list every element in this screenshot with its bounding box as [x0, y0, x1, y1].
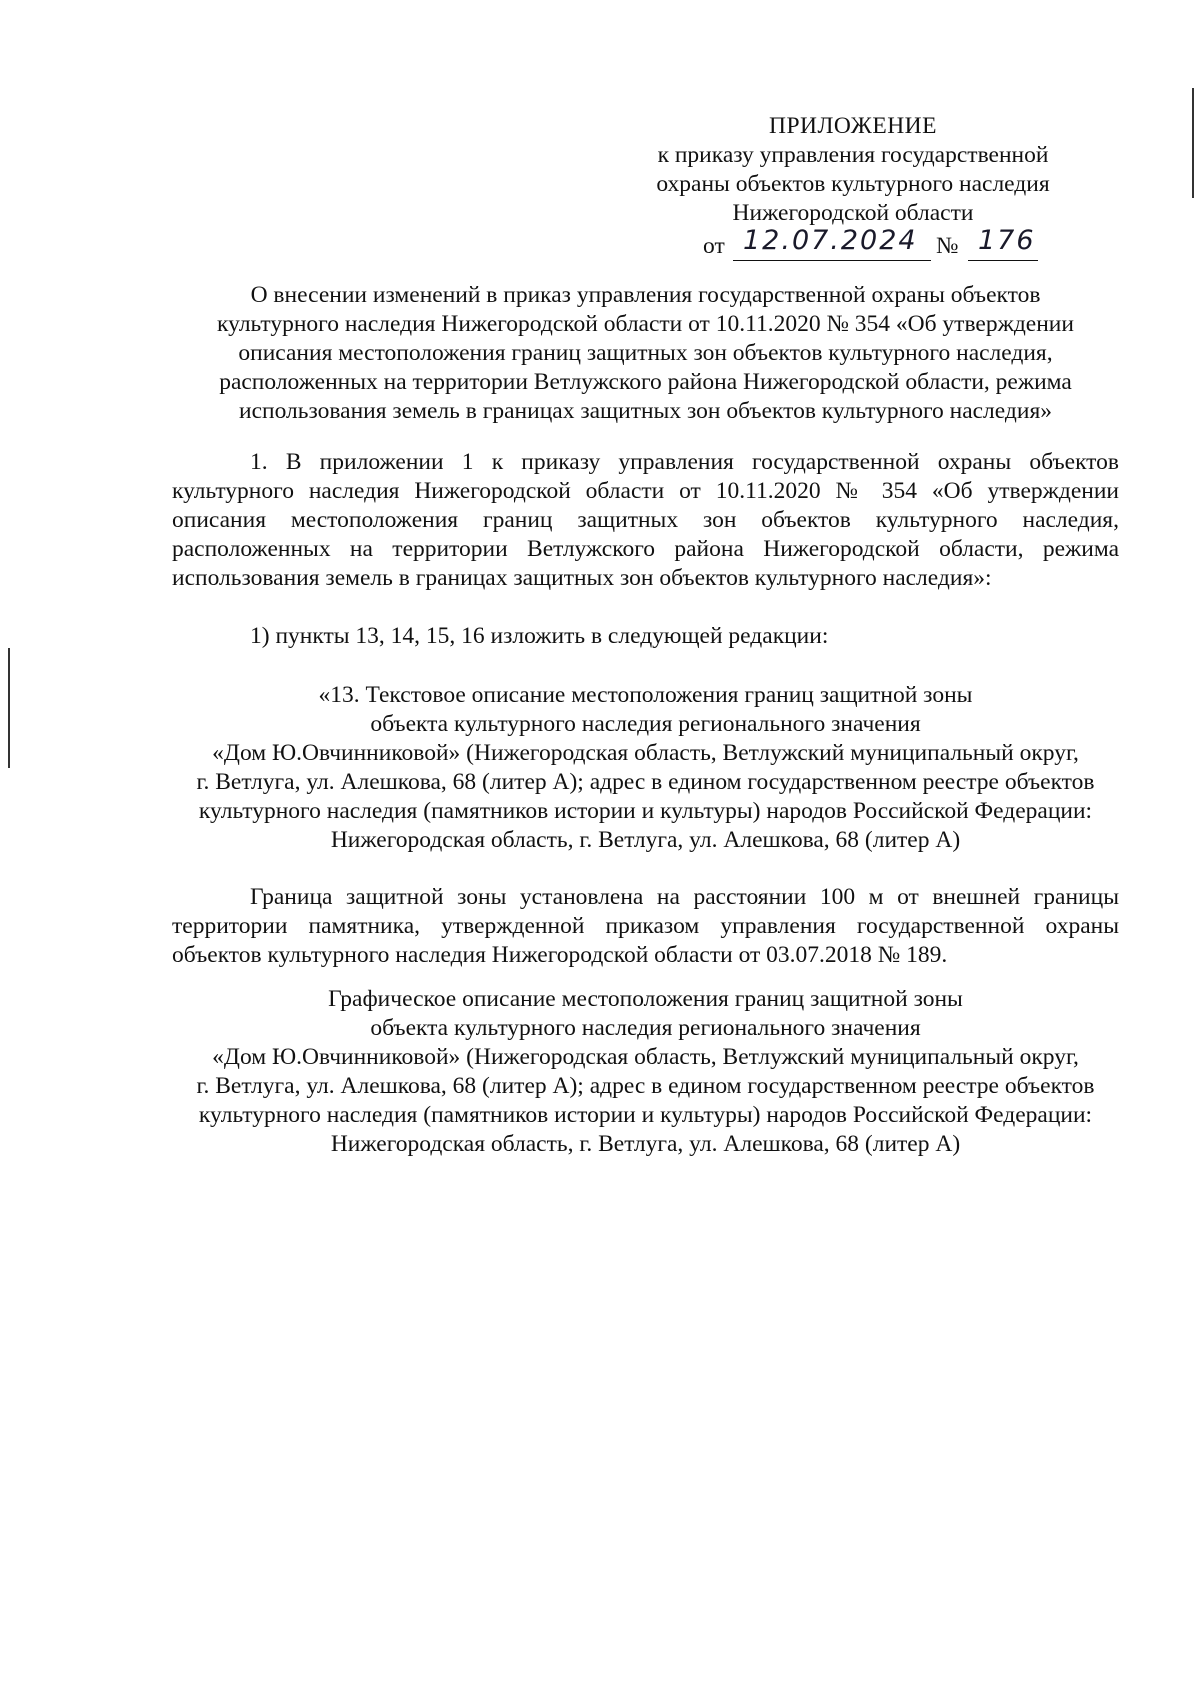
appendix-line: охраны объектов культурного наследия [656, 171, 1050, 197]
date-number-line [633, 225, 1073, 266]
appendix-line: Нижегородской области [732, 200, 974, 226]
appendix-header [633, 112, 1073, 266]
section-line: культурного наследия (памятников истории и культуры) народов Российской Федерации: [198, 798, 1093, 824]
scan-edge-mark-right [1192, 88, 1194, 198]
title-line: культурного наследия Нижегородской области от 10.11.2020 № 354 «Об утверждении [217, 311, 1074, 337]
date-field [733, 225, 931, 261]
section-13-text-description [172, 681, 1119, 855]
title-line: расположенных на территории Ветлужского района Нижегородской области, режима [219, 369, 1072, 395]
number-label: № [936, 233, 959, 259]
section-line: объекта культурного наследия регионального значения [370, 711, 921, 737]
boundary-paragraph: Граница защитной зоны установлена на расстоянии 100 м от внешней границы территории памятника, утвержденной приказом управления государственной охраны объектов культурного наследия Нижегородской области от 03.07.2018 № 189. [172, 884, 1119, 968]
title-line: описания местоположения границ защитных зон объектов культурного наследия, [238, 340, 1053, 366]
title-line: использования земель в границах защитных зон объектов культурного наследия» [239, 398, 1052, 424]
handwritten-date: 12.07.2024 [743, 225, 918, 256]
paragraph-1: 1. В приложении 1 к приказу управления государственной охраны объектов культурного наследия Нижегородской области от 10.11.2020 № 354 «Об утверждении описания местоположения границ защитных зон объектов культурного наследия, расположенных на территории Ветлужского района Нижегородской области, режима использования земель в границах защитных зон объектов культурного наследия»: [172, 449, 1119, 591]
section-line: Нижегородская область, г. Ветлуга, ул. Алешкова, 68 (литер А) [330, 827, 961, 853]
section-line: Нижегородская область, г. Ветлуга, ул. Алешкова, 68 (литер А) [330, 1131, 961, 1157]
section-line: «13. Текстовое описание местоположения границ защитной зоны [318, 682, 973, 708]
section-line: г. Ветлуга, ул. Алешкова, 68 (литер А); адрес в едином государственном реестре объектов [196, 1073, 1095, 1099]
title-line: О внесении изменений в приказ управления государственной охраны объектов [250, 282, 1041, 308]
appendix-title: ПРИЛОЖЕНИЕ [768, 113, 938, 139]
scan-edge-mark-left [8, 648, 10, 768]
date-prefix: от [703, 233, 725, 259]
document-title [172, 281, 1119, 426]
section-line: г. Ветлуга, ул. Алешкова, 68 (литер А); адрес в едином государственном реестре объектов [196, 769, 1095, 795]
section-13-graphic-description [172, 985, 1119, 1159]
paragraph-2: 1) пункты 13, 14, 15, 16 изложить в следующей редакции: [250, 623, 829, 649]
section-line: культурного наследия (памятников истории и культуры) народов Российской Федерации: [198, 1102, 1093, 1128]
section-line: «Дом Ю.Овчинниковой» (Нижегородская область, Ветлужский муниципальный округ, [212, 740, 1079, 766]
appendix-line: к приказу управления государственной [657, 142, 1049, 168]
section-line: объекта культурного наследия регионального значения [370, 1015, 921, 1041]
number-field [968, 225, 1038, 261]
handwritten-number: 176 [978, 225, 1036, 256]
section-line: «Дом Ю.Овчинниковой» (Нижегородская область, Ветлужский муниципальный округ, [212, 1044, 1079, 1070]
section-line: Графическое описание местоположения границ защитной зоны [328, 986, 963, 1012]
